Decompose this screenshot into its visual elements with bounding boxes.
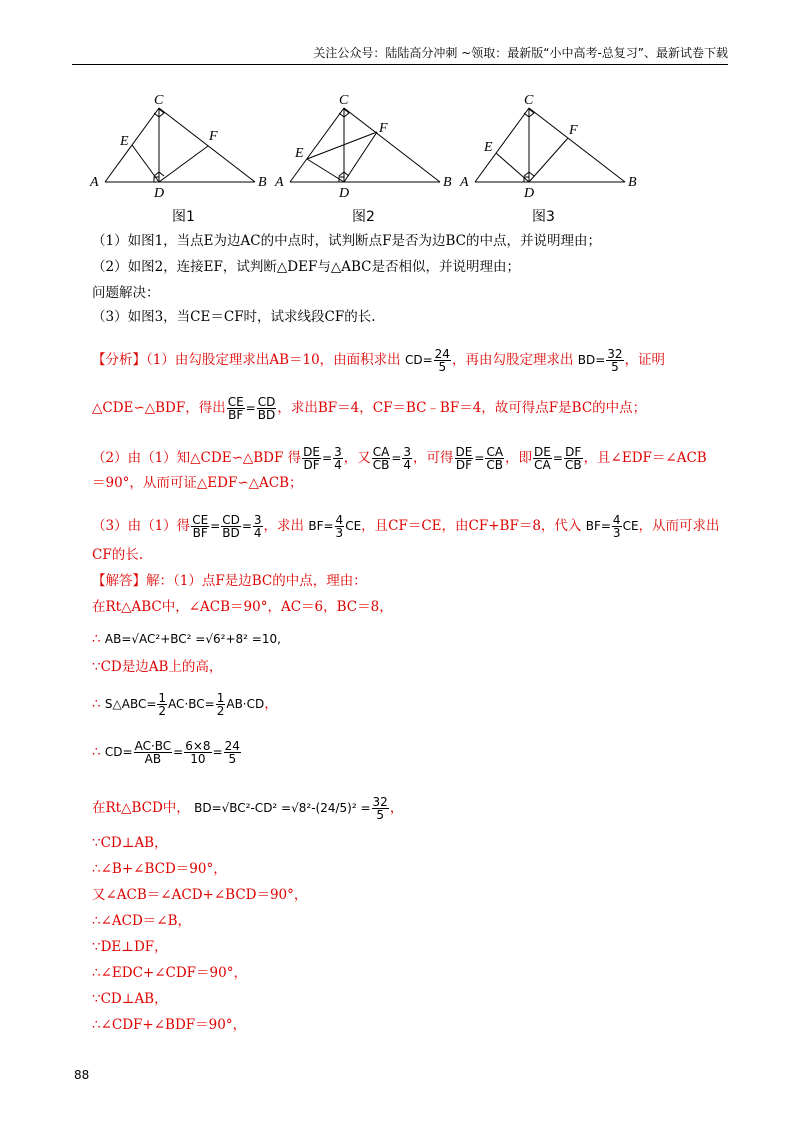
label-A: A (275, 175, 284, 190)
analysis-text: ，且CF＝CE，由CF+BF＝8，代入 (361, 518, 582, 534)
therefore-symbol: ∴ (92, 744, 101, 760)
math-text: AC·BC (168, 697, 205, 711)
question-3: （3）如图3，当CE＝CF时，试求线段CF的长. (92, 309, 376, 325)
label-E: E (484, 140, 493, 155)
label-E: E (295, 146, 304, 161)
analysis-text: ，从而可求出 (638, 518, 720, 534)
fraction: $\frac{4}{3}$ (335, 513, 344, 540)
fraction: $\frac{1}{2}$ (216, 691, 225, 718)
header-text: 关注公众号：陆陆高分冲刺 ~领取：最新版“小中高考-总复习”、最新试卷下载 (313, 46, 728, 60)
solution-line-2: 在Rt△ABC中，∠ACB＝90°，AC＝6，BC＝8， (92, 599, 393, 615)
math-text: BD= (577, 353, 606, 367)
ab-formula: AB=√AC²+BC² =√6²+8² =10, (104, 632, 281, 646)
analysis-text: ，且∠EDF＝∠ACB (583, 450, 707, 466)
solution-text: 解：（1）点F是边BC的中点，理由： (146, 573, 367, 589)
solution-line-6: ∴ CD= $\frac{AC\cdot BC}{AB}$ = $\frac{6\times 8}{10}$ = $\frac{24}{5}$ (92, 739, 240, 766)
fraction: $\frac{DE}{DF}$ (455, 445, 473, 472)
analysis-line-1 (92, 348, 728, 373)
label-F: F (209, 129, 218, 144)
label-C: C (524, 93, 534, 108)
analysis-text: ，又 (343, 450, 371, 466)
analysis-text: ，证明 (624, 352, 666, 368)
label-F: F (569, 123, 578, 138)
analysis-text: （3）由（1）得 (92, 518, 191, 534)
fraction: $\frac{CD}{BD}$ (222, 513, 240, 540)
solution-line-5: ∴ S△ABC= $\frac{1}{2}$ AC·BC= $\frac{1}{2}$ AB·CD， (92, 691, 278, 718)
caption-figure-3: 图3 (532, 209, 555, 225)
fraction: $\frac{CA}{CB}$ (486, 445, 504, 472)
analysis-text: （2）由（1）知△CDE∽△BDF 得 (92, 450, 302, 466)
figure-3 (450, 90, 650, 200)
solution-line-10: 又∠ACB＝∠ACD+∠BCD＝90°， (92, 887, 308, 903)
analysis-text: △CDE∽△BDF，得出 (92, 400, 226, 416)
solution-line-11: ∴∠ACD＝∠B， (92, 913, 192, 929)
fraction: $\frac{1}{2}$ (158, 691, 167, 718)
caption-figure-2: 图2 (352, 209, 375, 225)
label-B: B (443, 175, 452, 190)
question-1: （1）如图1，当点E为边AC的中点时，试判断点F是否为边BC的中点，并说明理由； (92, 233, 601, 249)
therefore-symbol: ∴ (92, 631, 101, 647)
fraction: $\frac{6\times 8}{10}$ (185, 739, 211, 766)
math-text: BF= (585, 519, 611, 533)
fraction: $\frac{24}{5}$ (224, 739, 240, 766)
fraction: $\frac{4}{3}$ (612, 513, 621, 540)
solution-line-15: ∴∠CDF+∠BDF＝90°， (92, 1017, 247, 1033)
solution-line-3 (92, 628, 728, 650)
analysis-line-2: △CDE∽△BDF，得出 $\frac{CE}{BF}$ = $\frac{CD}{BD}$ ，求出BF＝4，CF＝BC﹣BF＝4，故可得点F是BC的中点； (92, 395, 647, 422)
analysis-line-5: （3）由（1）得 $\frac{CE}{BF}$ = $\frac{CD}{BD}$ = $\frac{3}{4}$ ，求出 BF= $\frac{4}{3}$ CE，且CF＝CE，由CF+BF＝8，代入 BF= $\frac{4}{3}$ CE，从而可求出 (92, 513, 720, 540)
fraction: $\frac{3}{4}$ (403, 445, 412, 472)
fraction: $\frac{CE}{BF}$ (227, 395, 244, 422)
fraction: $\frac{32}{5}$ (607, 347, 623, 374)
label-C: C (339, 93, 349, 108)
label-A: A (460, 175, 469, 190)
analysis-line-6: CF的长. (92, 547, 143, 563)
analysis-line-3: （2）由（1）知△CDE∽△BDF 得 $\frac{DE}{DF}$ = $\frac{3}{4}$ ，又 $\frac{CA}{CB}$ = $\frac{3}{4}$ ，可得 $\frac{DE}{DF}$ = $\frac{CA}{CB}$ ，即 $\frac{DE}{CA}$ = $\frac{DF}{CB}$ ，且∠EDF＝∠ACB (92, 445, 707, 472)
bd-formula: BD=√BC²-CD² =√8²-(24/5)² = (194, 801, 371, 815)
figure-2 (265, 90, 465, 200)
fraction: $\frac{AC\cdot BC}{AB}$ (134, 739, 172, 766)
solution-line-4: ∵CD是边AB上的高， (92, 659, 223, 675)
fraction: $\frac{DE}{DF}$ (303, 445, 320, 472)
math-text: CD= (404, 353, 433, 367)
math-text: S△ABC (104, 697, 147, 711)
solution-line-1 (92, 570, 728, 592)
fraction: $\frac{DE}{CA}$ (534, 445, 551, 472)
math-text: CE (345, 519, 362, 533)
fraction: $\frac{CD}{BD}$ (257, 395, 276, 422)
solution-line-9: ∴∠B+∠BCD＝90°， (92, 861, 227, 877)
analysis-text: （1）由勾股定理求出AB＝10，由面积求出 (146, 352, 401, 368)
label-F: F (379, 121, 388, 136)
analysis-text: ，求出BF＝4，CF＝BC﹣BF＝4，故可得点F是BC的中点； (277, 400, 647, 416)
solution-line-7: 在Rt△BCD中， BD=√BC²-CD² =√8²-(24/5)² = $\frac{32}{5}$ ， (92, 795, 404, 822)
page-header (72, 44, 728, 65)
fraction: $\frac{24}{5}$ (434, 347, 450, 374)
label-D: D (339, 186, 350, 200)
solution-line-14: ∵CD⊥AB， (92, 991, 168, 1007)
analysis-line-4: ＝90°，从而可证△EDF∽△ACB； (92, 475, 303, 491)
solution-tag: 【解答】 (92, 573, 146, 589)
label-D: D (524, 186, 535, 200)
fraction: $\frac{DF}{CB}$ (564, 445, 582, 472)
label-E: E (120, 134, 129, 149)
label-D: D (154, 186, 165, 200)
math-text: AB·CD (226, 697, 265, 711)
solution-text: 在Rt△BCD中， (92, 800, 190, 816)
caption-figure-1: 图1 (172, 209, 195, 225)
analysis-text: ，再由勾股定理求出 (451, 352, 574, 368)
analysis-text: ，可得 (413, 450, 454, 466)
label-A: A (90, 175, 99, 190)
fraction: $\frac{CA}{CB}$ (372, 445, 390, 472)
analysis-text: ，求出 (263, 518, 305, 534)
math-text: BF= (308, 519, 334, 533)
fraction: $\frac{32}{5}$ (372, 795, 388, 822)
solution-line-12: ∵DE⊥DF， (92, 939, 168, 955)
figure-1 (80, 90, 280, 200)
solution-line-13: ∴∠EDC+∠CDF＝90°， (92, 965, 247, 981)
fraction: $\frac{3}{4}$ (334, 445, 342, 472)
label-B: B (628, 175, 637, 190)
label-B: B (258, 175, 267, 190)
analysis-tag: 【分析】 (92, 352, 146, 368)
fraction: $\frac{CE}{BF}$ (192, 513, 209, 540)
page-number: 88 (74, 1068, 90, 1082)
fraction: $\frac{3}{4}$ (253, 513, 262, 540)
solution-line-8: ∵CD⊥AB， (92, 835, 168, 851)
math-text: CD= (104, 745, 133, 759)
question-2: （2）如图2，连接EF，试判断△DEF与△ABC是否相似，并说明理由； (92, 259, 520, 275)
therefore-symbol: ∴ (92, 696, 101, 712)
math-text: CE (622, 519, 639, 533)
analysis-text: ，即 (505, 450, 533, 466)
label-C: C (154, 93, 164, 108)
problem-solving-label: 问题解决： (92, 285, 160, 301)
